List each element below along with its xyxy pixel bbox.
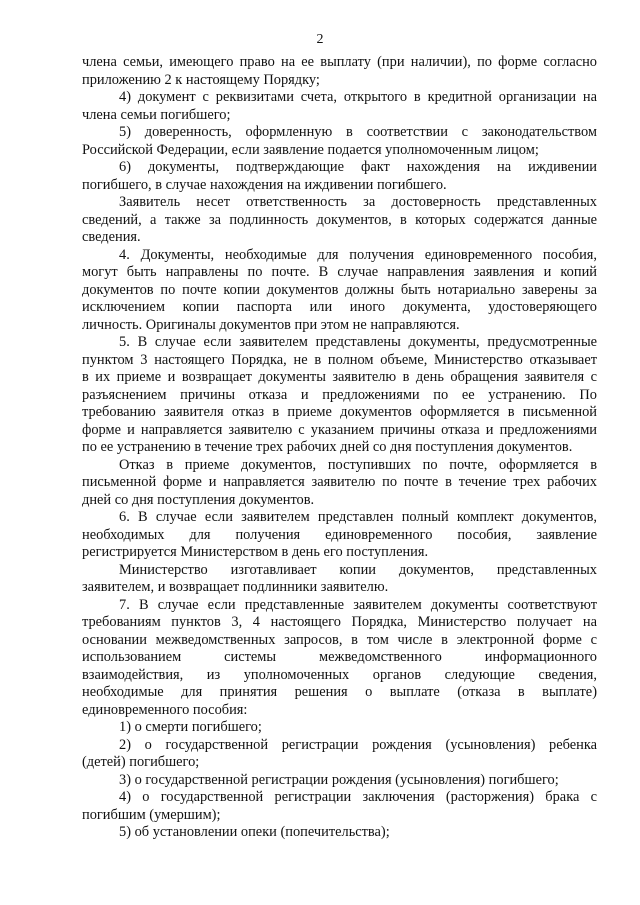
document-body [82,54,597,842]
text-line: по ее устранению в течение трех рабочих дней со дня поступления документов. [82,439,573,455]
text-line: письменной форме и направляется заявителю по почте в течение трех рабочих [82,474,597,490]
text-line: необходимые для принятия решения о выплате (отказа в выплате) [82,684,597,700]
text-line: разъяснением причины отказа и предложениями по ее устранению. По [82,386,597,403]
text-line: пунктом 3 настоящего Порядка, не в полном объеме, Министерство отказывает [82,351,597,368]
text-line: регистрируется Министерством в день его поступления. [82,544,429,560]
text-line: 6. В случае если заявителем представлен полный комплект документов, [119,509,597,525]
text-line: (детей) погибшего; [82,754,200,770]
text-line: Российской Федерации, если заявление подается уполномоченным лицом; [82,141,539,158]
text-line: погибшего, в случае нахождения на иждивении погибшего. [82,176,447,193]
text-line: 5. В случае если заявителем представлены документы, предусмотренные [119,334,597,350]
text-line: члена семьи погибшего; [82,106,231,123]
text-line: документов по почте копии документов должны быть нотариально заверены за [82,281,597,298]
text-line: требованиям пунктов 3, 4 настоящего Порядка, Министерство получает на [82,614,597,630]
text-line: Отказ в приеме документов, поступивших по почте, оформляется в [119,456,597,473]
text-line: дней со дня поступления документов. [82,491,315,508]
text-line: сведений, а также за подлинность документов, в которых содержатся данные [82,211,597,228]
text-line: 4) о государственной регистрации заключения (расторжения) брака с [119,789,597,805]
text-line: могут быть направлены по почте. В случае направления заявления и копий [82,264,597,280]
text-line: 2) о государственной регистрации рождения (усыновления) ребенка [119,736,597,753]
text-line: 7. В случае если представленные заявителем документы соответствуют [119,596,597,613]
text-line: сведения. [82,229,141,245]
text-line: приложению 2 к настоящему Порядку; [82,71,320,88]
text-line: погибшим (умершим); [82,806,221,823]
text-line: 5) доверенность, оформленную в соответствии с законодательством [119,124,597,140]
text-line: необходимых для получения единовременного пособия, заявление [82,526,597,543]
text-line: форме и направляется заявителю с указанием причины отказа и предложениями [82,421,597,438]
text-line: использованием системы межведомственного информационного [82,649,597,665]
text-line: требованию заявителя отказ в приеме документов оформляется в письменной [82,404,597,420]
text-line: Министерство изготавливает копии документов, представленных [119,561,597,578]
text-line: личность. Оригиналы документов при этом не направляются. [82,316,460,333]
text-line: Заявитель несет ответственность за достоверность представленных [119,194,597,210]
text-line: в их приеме и возвращает документы заявителю в день обращения заявителя с [82,369,597,385]
text-line: исключением копии паспорта или иного документа, удостоверяющего [82,299,597,315]
text-line: 4) документ с реквизитами счета, открытого в кредитной организации на [119,89,597,105]
text-line: 4. Документы, необходимые для получения единовременного пособия, [119,246,597,263]
text-line: основании межведомственных запросов, в том числе в электронной форме с [82,631,597,648]
text-line: члена семьи, имеющего право на ее выплату (при наличии), по форме согласно [82,54,597,70]
page-number: 2 [316,32,324,47]
text-line: 6) документы, подтверждающие факт нахождения на иждивении [119,159,597,175]
text-line: заявителем, и возвращает подлинники заявителю. [82,579,389,595]
text-line: 3) о государственной регистрации рождения (усыновления) погибшего; [119,771,559,788]
text-line: взаимодействия, из уполномоченных органов следующие сведения, [82,666,597,683]
text-line: 5) об установлении опеки (попечительства); [119,824,390,840]
text-line: 1) о смерти погибшего; [119,719,262,735]
text-line: единовременного пособия: [82,701,248,718]
